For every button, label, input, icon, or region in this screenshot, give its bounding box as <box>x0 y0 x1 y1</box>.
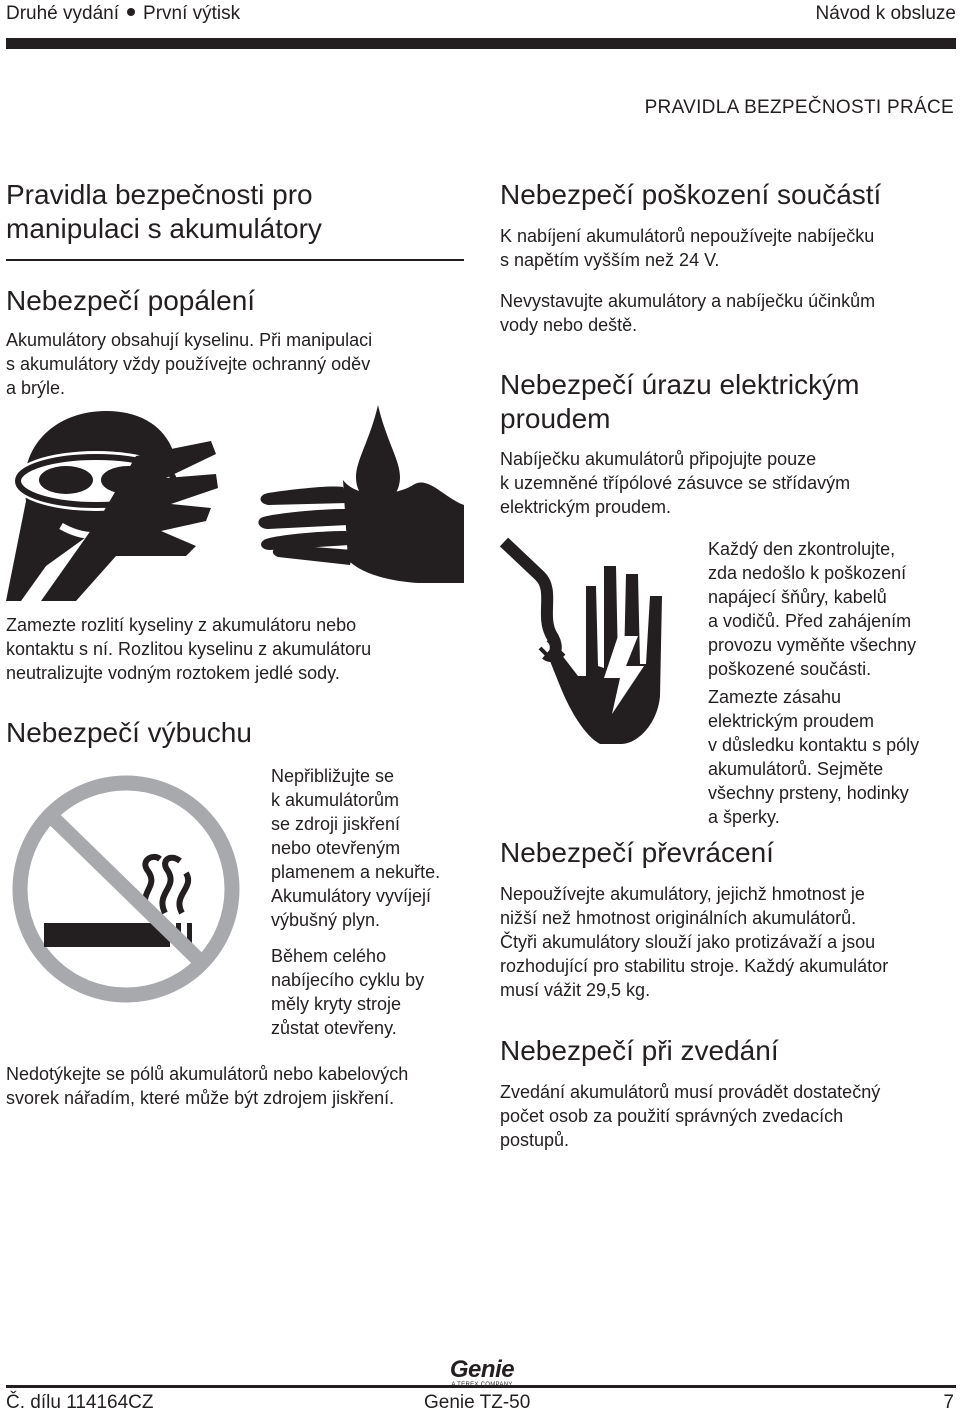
explosion-text-3 <box>6 1062 408 1110</box>
explosion-line: měly kryty stroje <box>271 994 402 1014</box>
electric-line: poškozené součásti. <box>708 659 872 679</box>
logo-wordmark: Genie <box>449 1356 515 1383</box>
header-printing: První výtisk <box>143 3 241 24</box>
tipover-text <box>500 882 888 1002</box>
electric-text-1 <box>500 447 850 519</box>
spill-line: kontaktu s ní. Rozlitou kyselinu z akumulátoru <box>6 639 372 659</box>
tipover-line: Čtyři akumulátory slouží jako protizávaží a jsou <box>500 932 876 952</box>
lifting-text <box>500 1080 880 1152</box>
main-title-line2: manipulaci s akumulátory <box>6 213 322 244</box>
tipover-title: Nebezpečí převrácení <box>500 837 774 868</box>
electric-title <box>500 368 859 436</box>
explosion-line: Nepřibližujte se <box>271 766 395 786</box>
tipover-line: musí vážit 29,5 kg. <box>500 980 651 1000</box>
electric-line: v důsledku kontaktu s póly <box>708 735 920 755</box>
electric-line: Nabíječku akumulátorů připojujte pouze <box>500 449 817 469</box>
explosion-line: plamenem a nekuřte. <box>271 862 441 882</box>
burn-text <box>6 328 372 400</box>
electric-line: elektrickým proudem. <box>500 497 672 517</box>
burn-line: s akumulátory vždy používejte ochranný oděv <box>6 354 371 374</box>
footer-part-number: Č. dílu 114164CZ <box>6 1392 154 1413</box>
footer-page-number: 7 <box>943 1392 954 1413</box>
damage-line: s napětím vyšším než 24 V. <box>500 250 720 270</box>
electric-line: akumulátorů. Sejměte <box>708 759 884 779</box>
burn-title: Nebezpečí popálení <box>6 285 256 316</box>
genie-logo <box>444 1358 520 1388</box>
main-title-line1: Pravidla bezpečnosti pro <box>6 179 313 210</box>
explosion-line: nabíjecího cyklu by <box>271 970 425 990</box>
header-manual: Návod k obsluze <box>815 3 956 24</box>
tipover-line: rozhodující pro stabilitu stroje. Každý akumulátor <box>500 956 889 976</box>
electric-line: provozu vyměňte všechny <box>708 635 917 655</box>
electric-line: Každý den zkontrolujte, <box>708 539 896 559</box>
damage-line: vody nebo deště. <box>500 315 638 335</box>
spill-text <box>6 613 371 685</box>
header-edition-line <box>6 3 240 25</box>
header-rule <box>6 38 956 49</box>
electric-line: všechny prsteny, hodinky <box>708 783 909 803</box>
goggles-protection-icon <box>6 406 221 601</box>
electric-title-line2: proudem <box>500 403 611 434</box>
explosion-text-2 <box>271 944 424 1040</box>
electric-text-3 <box>708 685 919 829</box>
damage-text-2 <box>500 289 875 337</box>
explosion-line: Během celého <box>271 946 387 966</box>
damage-text-1 <box>500 224 874 272</box>
no-smoking-icon <box>10 773 242 1005</box>
electric-line: a vodičů. Před zahájením <box>708 611 912 631</box>
title-rule <box>6 259 464 261</box>
footer-model: Genie TZ-50 <box>424 1392 531 1413</box>
damage-title: Nebezpečí poškození součástí <box>500 179 882 210</box>
electric-line: napájecí šňůry, kabelů <box>708 587 887 607</box>
damage-line: Nevystavujte akumulátory a nabíječku účinkům <box>500 291 876 311</box>
electric-shock-icon <box>500 536 680 746</box>
damage-line: K nabíjení akumulátorů nepoužívejte nabíječku <box>500 226 875 246</box>
explosion-line: nebo otevřeným <box>271 838 401 858</box>
acid-hand-icon <box>258 405 464 585</box>
section-title: PRAVIDLA BEZPEČNOSTI PRÁCE <box>644 97 954 118</box>
main-title <box>6 178 322 246</box>
spill-line: neutralizujte vodným roztokem jedlé sody. <box>6 663 340 683</box>
explosion-line: k akumulátorům <box>271 790 400 810</box>
spill-line: Zamezte rozlití kyseliny z akumulátoru nebo <box>6 615 357 635</box>
explosion-title: Nebezpečí výbuchu <box>6 717 252 748</box>
electric-line: k uzemněné třípólové zásuvce se střídavým <box>500 473 851 493</box>
electric-line: Zamezte zásahu <box>708 687 842 707</box>
lifting-line: postupů. <box>500 1130 570 1150</box>
electric-line: elektrickým proudem <box>708 711 875 731</box>
burn-line: a brýle. <box>6 378 66 398</box>
lifting-title: Nebezpečí při zvedání <box>500 1035 779 1066</box>
explosion-line: se zdroji jiskření <box>271 814 401 834</box>
electric-text-2 <box>708 537 916 681</box>
lifting-line: Zvedání akumulátorů musí provádět dostatečný <box>500 1082 881 1102</box>
explosion-line: svorek nářadím, které může být zdrojem jiskření. <box>6 1088 395 1108</box>
burn-line: Akumulátory obsahují kyselinu. Při manipulaci <box>6 330 373 350</box>
electric-title-line1: Nebezpečí úrazu elektrickým <box>500 369 860 400</box>
explosion-line: zůstat otevřeny. <box>271 1018 397 1038</box>
lifting-line: počet osob za použití správných zvedacích <box>500 1106 844 1126</box>
electric-line: zda nedošlo k poškození <box>708 563 907 583</box>
footer-rule <box>6 1385 956 1388</box>
bullet-icon <box>127 8 135 16</box>
header-edition: Druhé vydání <box>6 3 120 24</box>
explosion-line: výbušný plyn. <box>271 910 381 930</box>
explosion-text-1 <box>271 764 440 932</box>
tipover-line: Nepoužívejte akumulátory, jejichž hmotnost je <box>500 884 865 904</box>
tipover-line: nižší než hmotnost originálních akumulátorů. <box>500 908 857 928</box>
explosion-line: Akumulátory vyvíjejí <box>271 886 432 906</box>
explosion-line: Nedotýkejte se pólů akumulátorů nebo kabelových <box>6 1064 409 1084</box>
electric-line: a šperky. <box>708 807 780 827</box>
